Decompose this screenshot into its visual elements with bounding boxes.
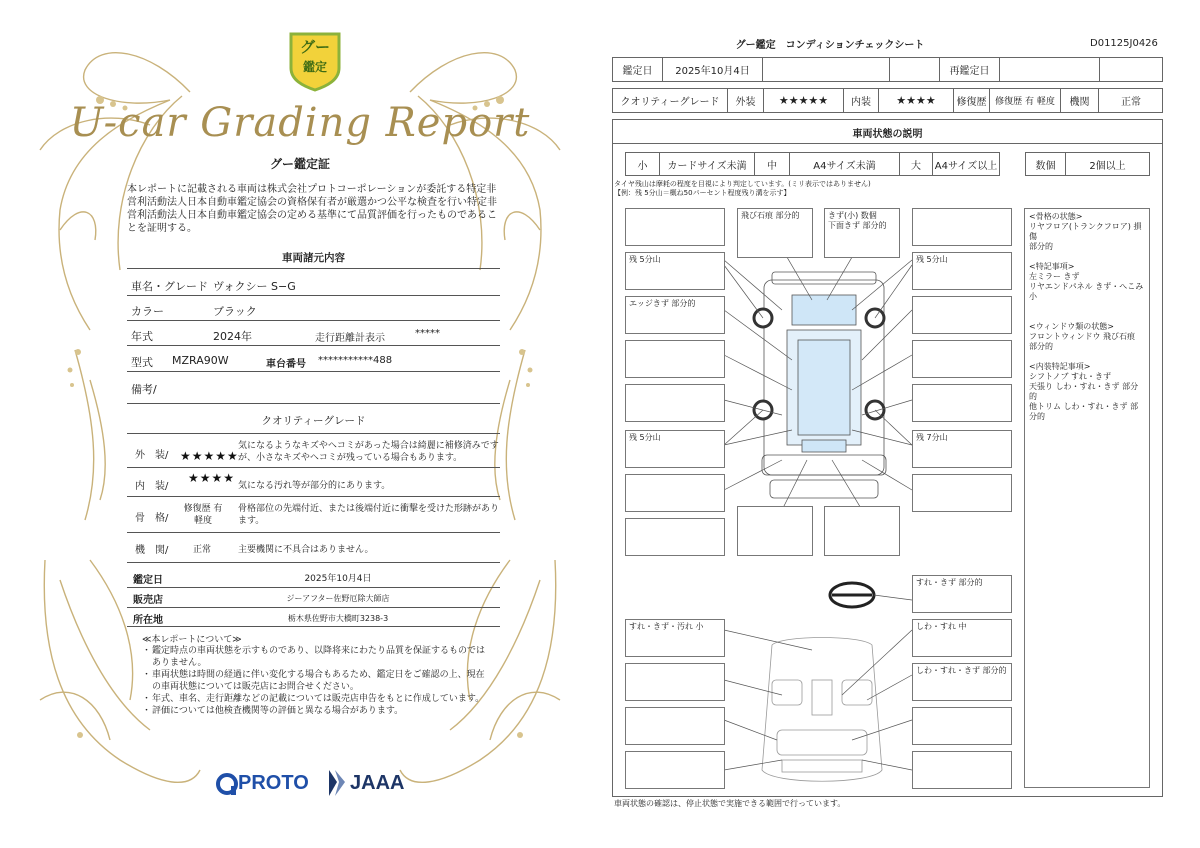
engine-value: 正常: [1121, 97, 1141, 108]
ext-stars: ★★★★★: [778, 94, 829, 107]
note-line: <内装特記事項>: [1029, 362, 1091, 371]
comment-box: [625, 619, 725, 657]
divider: [127, 467, 500, 468]
address-value: 栃木県佐野市大橋町3238-3: [287, 614, 389, 623]
repair-label: 修復歴: [956, 97, 987, 108]
comment-box: [625, 208, 725, 246]
proto-logo-text: PROTO: [238, 772, 309, 794]
redate-value-cell: [1000, 58, 1100, 81]
tire-right-front: 残 5分山: [916, 255, 948, 264]
date-value: 2025年10月4日: [675, 66, 750, 77]
empty-cell: [763, 58, 890, 81]
int-stars: ★★★★: [896, 94, 936, 107]
engine-value: 正常: [193, 545, 212, 555]
engine-value-cell: [1099, 89, 1163, 112]
divider: [612, 143, 1163, 144]
divider: [127, 433, 500, 434]
comment-box: [912, 474, 1012, 512]
date-label-cell: [613, 58, 663, 81]
engine-label: 機 関/: [135, 545, 169, 556]
note-line: リヤフロア(トランクフロア) 損傷: [1029, 222, 1142, 241]
notes-title: ≪本レポートについて≫: [142, 635, 242, 645]
color-value: ブラック: [213, 305, 257, 318]
model-label: 型式: [131, 356, 153, 369]
int-label-cell: [844, 89, 879, 112]
explain-heading: 車両状態の説明: [852, 129, 923, 140]
proto-logo-mark: [216, 772, 238, 796]
name-label: 車名・グレード: [131, 280, 208, 293]
comment-box: [912, 707, 1012, 745]
note-item: ・ 評価については他検査機関等の評価と異なる場合があります。: [142, 705, 492, 717]
ext-value-cell: [764, 89, 844, 112]
badge-label-top: グー: [299, 38, 330, 56]
note-line: <骨格の状態>: [1029, 212, 1083, 221]
steering-wheel-icon: [830, 583, 874, 607]
comment-box: [625, 474, 725, 512]
note-line: <ウィンドウ類の状態>: [1029, 322, 1114, 331]
comment-box: [912, 663, 1012, 701]
note-line: シフトノブ すれ・きず: [1029, 372, 1112, 381]
divider: [127, 532, 500, 533]
certificate-intro: 本レポートに記載される車両は株式会社プロトコーポレーションが委託する特定非営利活動法人日本自動車鑑定協会の資格保有者が厳選かつ公平な検査を行い特定非営利活動法人日本自動車鑑定協会の定める基準にて品質評価を行ったものであることを証明する。: [127, 184, 497, 234]
dealer-label: 販売店: [133, 595, 163, 606]
date-value-cell: [663, 58, 763, 81]
tire-note-2: 【例：残 5分山＝概ね50パーセント程度残り溝を示す】: [614, 189, 791, 197]
comment-box: [625, 340, 725, 378]
legend-large-desc: A4サイズ以上: [934, 160, 998, 172]
divider: [127, 371, 500, 372]
exterior-label: 外 装/: [135, 450, 169, 461]
comment-box: [625, 430, 725, 468]
redate-label-cell: [940, 58, 1000, 81]
comment-box: [824, 506, 900, 556]
ext-label: 外装: [735, 97, 756, 108]
name-value: ヴォクシー S−G: [213, 280, 296, 293]
qg-label: クオリティーグレード: [620, 97, 720, 108]
legend-cell: [790, 153, 900, 175]
comment-box: [912, 340, 1012, 378]
note-line: [1029, 312, 1145, 322]
exterior-stars: ★★★★★: [180, 449, 239, 463]
comment-box: [912, 296, 1012, 334]
count-legend: [1025, 152, 1150, 176]
date-label: 鑑定日: [622, 66, 653, 77]
redate-label: 再鑑定日: [949, 66, 990, 77]
note-line: 部分的: [1029, 242, 1053, 251]
frame-label: 骨 格/: [135, 513, 169, 524]
comment-box: [912, 208, 1012, 246]
spec-heading: 車両諸元内容: [282, 252, 345, 264]
legend-count-desc: 2個以上: [1089, 160, 1126, 172]
note-line: 左ミラー きず: [1029, 272, 1080, 281]
note-line: フロントウィンドウ 飛び石痕 部分的: [1029, 332, 1136, 351]
note-text: 車両状態は時間の経過に伴い変化する場合もあるため、鑑定日をご確認の上、現在の車両状態については販売店にお問合せください。: [152, 670, 485, 692]
legend-cell: [660, 153, 755, 175]
divider: [127, 345, 500, 346]
left-seat-comment: すれ・きず・汚れ 小: [629, 622, 704, 631]
comment-box: [625, 296, 725, 334]
legend-large: 大: [911, 160, 921, 172]
ext-label-cell: [728, 89, 764, 112]
condition-check-sheet: [600, 0, 1200, 848]
interior-desc: 気になる汚れ等が部分的にあります。: [238, 481, 391, 491]
remarks-label: 備考/: [131, 383, 157, 396]
divider: [127, 403, 500, 404]
year-label: 年式: [131, 330, 153, 343]
comment-box: [625, 663, 725, 701]
year-value: 2024年: [213, 330, 252, 343]
tire-right-rear: 残 7分山: [916, 433, 948, 442]
legend-small: 小: [637, 160, 648, 172]
size-legend: [625, 152, 1000, 176]
mileage-label: 走行距離計表示: [315, 333, 385, 344]
right-top-comment: しわ・すれ 中: [916, 622, 967, 631]
sheet-doc-id: D01125J0426: [1090, 38, 1158, 49]
interior-label: 内 装/: [135, 481, 169, 492]
frame-value: 修復歴 有 軽度: [183, 504, 223, 526]
legend-cell: [933, 153, 999, 175]
note-text: 鑑定時点の車両状態を示すものであり、以降将来にわたり品質を保証するものではありません。: [152, 646, 486, 668]
chassis-label: 車台番号: [266, 359, 306, 370]
comment-box: [625, 384, 725, 422]
color-label: カラー: [131, 305, 164, 318]
divider: [127, 562, 500, 563]
comment-box: [824, 208, 900, 258]
repair-label-cell: [954, 89, 990, 112]
divider: [127, 320, 500, 321]
note-item: ・ 鑑定時点の車両状態を示すものであり、以降将来にわたり品質を保証するものではありません。: [142, 645, 492, 669]
mileage-value: *****: [415, 328, 440, 339]
comment-box: [912, 252, 1012, 290]
repair-value-cell: [990, 89, 1061, 112]
note-line: [1029, 252, 1145, 262]
comment-box: [737, 506, 813, 556]
divider: [127, 587, 500, 588]
report-title: U-car Grading Report: [69, 100, 531, 146]
dealer-value: ジーアフター佐野厄除大師店: [286, 594, 390, 603]
legend-small-desc: カードサイズ未満: [667, 160, 747, 172]
note-line: [1029, 302, 1145, 312]
sheet-footer: 車両状態の確認は、停止状態で実施できる範囲で行っています。: [614, 799, 846, 808]
tire-left-front: 残 5分山: [629, 255, 661, 264]
left-edge-comment: エッジきず 部分的: [629, 299, 696, 308]
comment-box: [912, 751, 1012, 789]
note-item: ・ 年式、車名、走行距離などの記載については販売店申告をもとに作成しています。: [142, 693, 492, 705]
steering-comment: すれ・きず 部分的: [916, 578, 983, 587]
tire-left-rear: 残 5分山: [629, 433, 661, 442]
special-notes-panel: [1024, 208, 1150, 788]
comment-box: [912, 619, 1012, 657]
comment-box: [737, 208, 813, 258]
car-interior-outline: [762, 638, 882, 782]
note-line: [1029, 352, 1145, 362]
legend-cell: [1026, 153, 1066, 175]
comment-box: [625, 252, 725, 290]
int-label: 内装: [851, 97, 871, 108]
legend-cell: [626, 153, 660, 175]
divider: [127, 268, 500, 269]
car-exterior-outline: [762, 272, 886, 498]
comment-box: [912, 430, 1012, 468]
repair-value: 修復歴 有 軽度: [995, 97, 1055, 107]
chassis-value: ***********488: [318, 355, 393, 366]
badge-label-bottom: 鑑定: [302, 60, 327, 74]
certificate-subtitle: グー鑑定証: [269, 157, 330, 171]
right-mid-comment: しわ・すれ・きず 部分的: [916, 666, 1007, 675]
note-line: 他トリム しわ・すれ・きず 部分的: [1029, 402, 1139, 421]
jaaa-logo-mark: [327, 768, 347, 798]
interior-stars: ★★★★: [188, 471, 236, 485]
note-line: リヤエンドパネル きず・へこみ 小: [1029, 282, 1144, 301]
qg-label-cell: [613, 89, 728, 112]
date-row: [612, 57, 1163, 82]
engine-desc: 主要機関に不具合はありません。: [238, 545, 374, 555]
note-text: 評価については他検査機関等の評価と異なる場合があります。: [152, 706, 404, 716]
legend-mid: 中: [767, 160, 777, 172]
legend-cell: [900, 153, 933, 175]
legend-cell: [755, 153, 790, 175]
top-right-comment: きず(小) 数個 下面きず 部分的: [828, 211, 887, 230]
model-value: MZRA90W: [172, 354, 229, 367]
sheet-title: グー鑑定 コンディションチェックシート: [735, 40, 925, 51]
empty-cell: [890, 58, 940, 81]
grade-row: [612, 88, 1163, 113]
appraisal-date-value: 2025年10月4日: [304, 574, 372, 584]
divider: [127, 496, 500, 497]
address-label: 所在地: [133, 615, 163, 626]
divider: [127, 626, 500, 627]
note-line: 天張り しわ・すれ・きず 部分的: [1029, 382, 1139, 401]
divider: [127, 295, 500, 296]
comment-box: [912, 575, 1012, 613]
legend-mid-desc: A4サイズ未満: [813, 160, 876, 172]
int-value-cell: [879, 89, 954, 112]
notes-list: [142, 645, 492, 717]
quality-heading: クオリティーグレード: [261, 415, 366, 427]
divider: [127, 607, 500, 608]
comment-box: [625, 751, 725, 789]
note-line: <特記事項>: [1029, 262, 1075, 271]
comment-box: [912, 384, 1012, 422]
note-item: ・ 車両状態は時間の経過に伴い変化する場合もあるため、鑑定日をご確認の上、現在の車両状態については販売店にお問合せください。: [142, 669, 492, 693]
note-text: 年式、車名、走行距離などの記載については販売店申告をもとに作成しています。: [152, 694, 485, 704]
engine-label-cell: [1061, 89, 1099, 112]
legend-cell: [1066, 153, 1149, 175]
exterior-desc: 気になるようなキズやヘコミがあった場合は綺麗に補修済みですが、小さなキズやヘコミが残っている場合もあります。: [238, 441, 499, 463]
top-left-comment: 飛び石痕 部分的: [741, 211, 800, 220]
appraisal-date-label: 鑑定日: [133, 575, 163, 586]
tire-note-1: タイヤ残山は摩耗の程度を目視により判定しています。(ミリ表示ではありません): [614, 180, 871, 188]
comment-box: [625, 518, 725, 556]
jaaa-logo-text: JAAA: [350, 772, 405, 794]
frame-desc: 骨格部位の先端付近、または後端付近に衝撃を受けた形跡があります。: [238, 504, 500, 526]
comment-box: [625, 707, 725, 745]
engine-label: 機関: [1069, 97, 1090, 108]
legend-count: 数個: [1035, 160, 1056, 172]
